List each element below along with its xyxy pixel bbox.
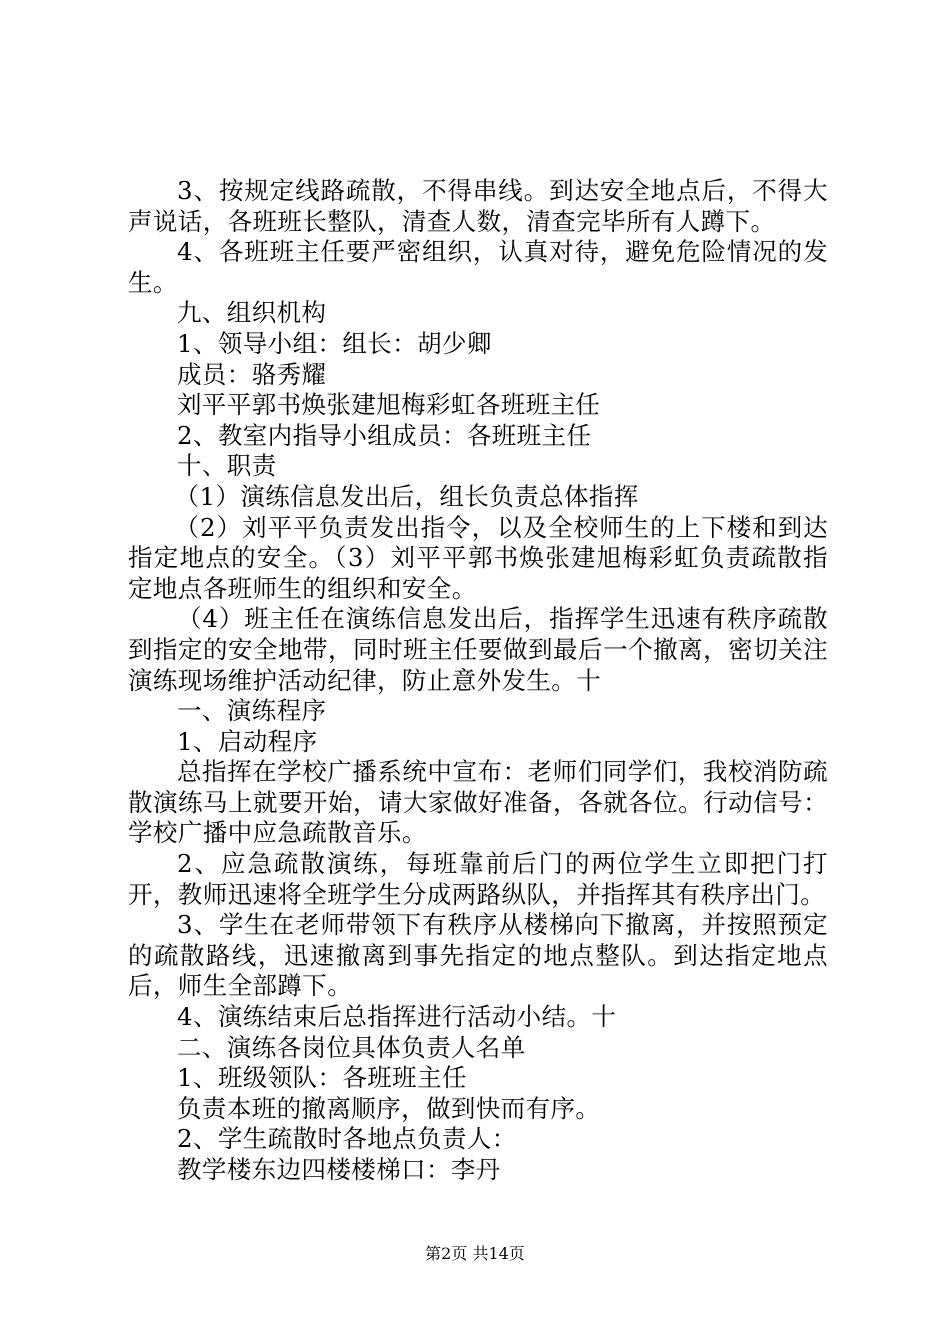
paragraph-1: 3、按规定线路疏散，不得串线。到达安全地点后，不得大声说话，各班班长整队，清查人数，清查完毕所有人蹲下。 bbox=[128, 176, 828, 236]
page-number-footer: 第2页 共14页 bbox=[425, 1244, 525, 1263]
paragraph-members: 成员：骆秀耀 bbox=[177, 359, 327, 389]
section-heading-responsibles: 二、演练各岗位具体负责人名单 bbox=[177, 1032, 526, 1062]
paragraph-announcement: 总指挥在学校广播系统中宣布：老师们同学们，我校消防疏散演练马上就要开始，请大家做好准备，各就各位。行动信号：学校广播中应急疏散音乐。 bbox=[128, 757, 828, 848]
section-heading-procedure: 一、演练程序 bbox=[177, 696, 327, 726]
paragraph-summary: 4、演练结束后总指挥进行活动小结。十 bbox=[177, 1002, 617, 1032]
document-body bbox=[128, 176, 828, 1186]
paragraph-class-leaders: 1、班级领队：各班班主任 bbox=[177, 1063, 467, 1093]
paragraph-leadership-group: 1、领导小组：组长：胡少卿 bbox=[177, 328, 492, 358]
paragraph-stair-evacuation: 3、学生在老师带领下有秩序从楼梯向下撤离，并按照预定的疏散路线，迅速撤离到事先指定的地点整队。到达指定地点后，师生全部蹲下。 bbox=[128, 910, 828, 1001]
paragraph-class-order: 负责本班的撤离顺序，做到快而有序。 bbox=[177, 1093, 601, 1123]
paragraph-east-stairs: 教学楼东边四楼楼梯口：李丹 bbox=[177, 1155, 501, 1184]
paragraph-classroom-group: 2、教室内指导小组成员：各班班主任 bbox=[177, 420, 592, 450]
paragraph-evacuation-drill: 2、应急疏散演练，每班靠前后门的两位学生立即把门打开，教师迅速将全班学生分成两路纵队，并指挥其有秩序出门。 bbox=[128, 849, 828, 909]
paragraph-duty-2-3: （2）刘平平负责发出指令，以及全校师生的上下楼和到达指定地点的安全。（3）刘平平郭书焕张建旭梅彩虹负责疏散指定地点各班师生的组织和安全。 bbox=[128, 512, 828, 603]
section-heading-organization: 九、组织机构 bbox=[177, 298, 327, 328]
section-heading-duties: 十、职责 bbox=[177, 451, 277, 481]
paragraph-duty-1: （1）演练信息发出后，组长负责总体指挥 bbox=[174, 481, 639, 511]
paragraph-start-procedure: 1、启动程序 bbox=[177, 726, 318, 756]
paragraph-member-names: 刘平平郭书焕张建旭梅彩虹各班班主任 bbox=[177, 390, 601, 420]
paragraph-location-responsibles: 2、学生疏散时各地点负责人： bbox=[177, 1124, 517, 1154]
paragraph-duty-4: （4）班主任在演练信息发出后，指挥学生迅速有秩序疏散到指定的安全地带，同时班主任要做到最后一个撤离，密切关注演练现场维护活动纪律，防止意外发生。十 bbox=[128, 604, 828, 695]
paragraph-2: 4、各班班主任要严密组织，认真对待，避免危险情况的发生。 bbox=[128, 237, 828, 297]
